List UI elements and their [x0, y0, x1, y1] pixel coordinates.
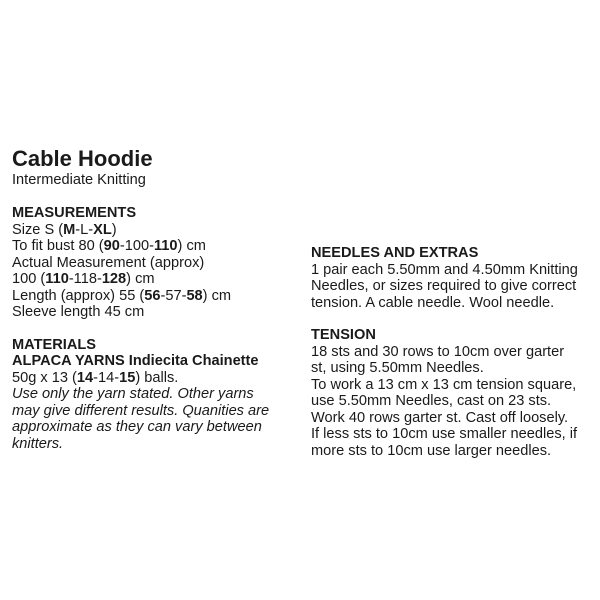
text-segment: Use only the yarn stated. Other yarns [12, 386, 254, 402]
text-segment: M [63, 221, 76, 238]
text-segment: To work a 13 cm x 13 cm tension square, [311, 376, 577, 393]
text-segment: To fit bust 80 ( [12, 238, 104, 254]
needles-heading: NEEDLES AND EXTRAS [311, 245, 479, 261]
text-line [12, 403, 269, 420]
text-segment: 18 sts and 30 rows to 10cm over garter [311, 343, 565, 360]
tension-body [311, 344, 578, 460]
text-line [12, 353, 269, 370]
text-segment: 50g x 13 ( [12, 369, 77, 386]
right-column [311, 245, 578, 459]
text-segment: ) [111, 221, 117, 238]
text-segment: approximate as they can vary between [12, 419, 262, 435]
text-segment: -57- [160, 287, 187, 304]
text-line [12, 222, 269, 239]
text-line [12, 370, 269, 387]
text-line [311, 410, 578, 427]
text-segment: 15 [119, 369, 136, 386]
text-line [311, 295, 578, 312]
text-segment: ) cm [177, 238, 206, 254]
text-line [12, 419, 269, 436]
text-segment: -100- [119, 238, 154, 254]
text-segment: ALPACA YARNS Indiecita Chainette [12, 353, 259, 369]
text-segment: knitters. [12, 435, 64, 452]
text-line [311, 262, 578, 279]
text-segment: st, using 5.50mm Needles. [311, 360, 484, 376]
text-segment: may give different results. Quanities are [12, 402, 270, 419]
text-segment: ) cm [126, 271, 155, 287]
text-line [311, 344, 578, 361]
text-segment: 90 [103, 238, 120, 254]
measurements-heading: MEASUREMENTS [12, 205, 137, 221]
text-line [12, 238, 269, 255]
tension-heading: TENSION [311, 327, 376, 343]
text-line [311, 360, 578, 377]
text-segment: 1 pair each 5.50mm and 4.50mm Knitting [311, 261, 578, 278]
text-segment: ) cm [202, 287, 232, 304]
text-segment: Sleeve length 45 cm [12, 304, 145, 320]
text-segment: Length (approx) 55 ( [12, 287, 145, 304]
text-segment: tension. A cable needle. Wool needle. [311, 294, 555, 311]
text-segment: 110 [153, 238, 178, 254]
text-line [12, 271, 269, 288]
text-segment: 56 [144, 287, 161, 304]
text-line [12, 288, 269, 305]
text-segment: Needles, or sizes required to give correct [311, 278, 577, 294]
text-segment: Size S ( [12, 221, 64, 238]
text-line [12, 255, 269, 272]
measurements-body [12, 222, 269, 321]
text-segment: 128 [101, 271, 127, 287]
text-line [311, 426, 578, 443]
text-segment: use 5.50mm Needles, cast on 23 sts. [311, 393, 552, 409]
text-segment: Actual Measurement (approx) [12, 254, 205, 271]
text-segment: 14 [76, 369, 94, 386]
text-segment: Work 40 rows garter st. Cast off loosely. [311, 409, 569, 426]
text-segment: 58 [186, 287, 203, 304]
text-line [311, 377, 578, 394]
text-segment: 100 ( [12, 271, 46, 287]
text-segment: ) balls. [135, 369, 179, 386]
text-segment: -14- [93, 369, 120, 386]
text-line [311, 443, 578, 460]
materials-heading: MATERIALS [12, 336, 97, 353]
text-line [311, 393, 578, 410]
text-segment: -118- [68, 271, 102, 287]
text-line [12, 436, 269, 453]
text-line [12, 386, 269, 403]
text-segment: 110 [45, 271, 69, 287]
materials-body [12, 353, 269, 452]
left-column [12, 146, 269, 452]
text-line [311, 278, 578, 295]
needles-body [311, 262, 578, 312]
text-segment: XL [93, 221, 112, 238]
page-subtitle: Intermediate Knitting [12, 172, 146, 188]
text-segment: If less sts to 10cm use smaller needles, if [311, 426, 578, 442]
text-segment: more sts to 10cm use larger needles. [311, 442, 552, 459]
text-line [12, 304, 269, 321]
page-title: Cable Hoodie [12, 146, 153, 171]
text-segment: -L- [75, 221, 94, 238]
